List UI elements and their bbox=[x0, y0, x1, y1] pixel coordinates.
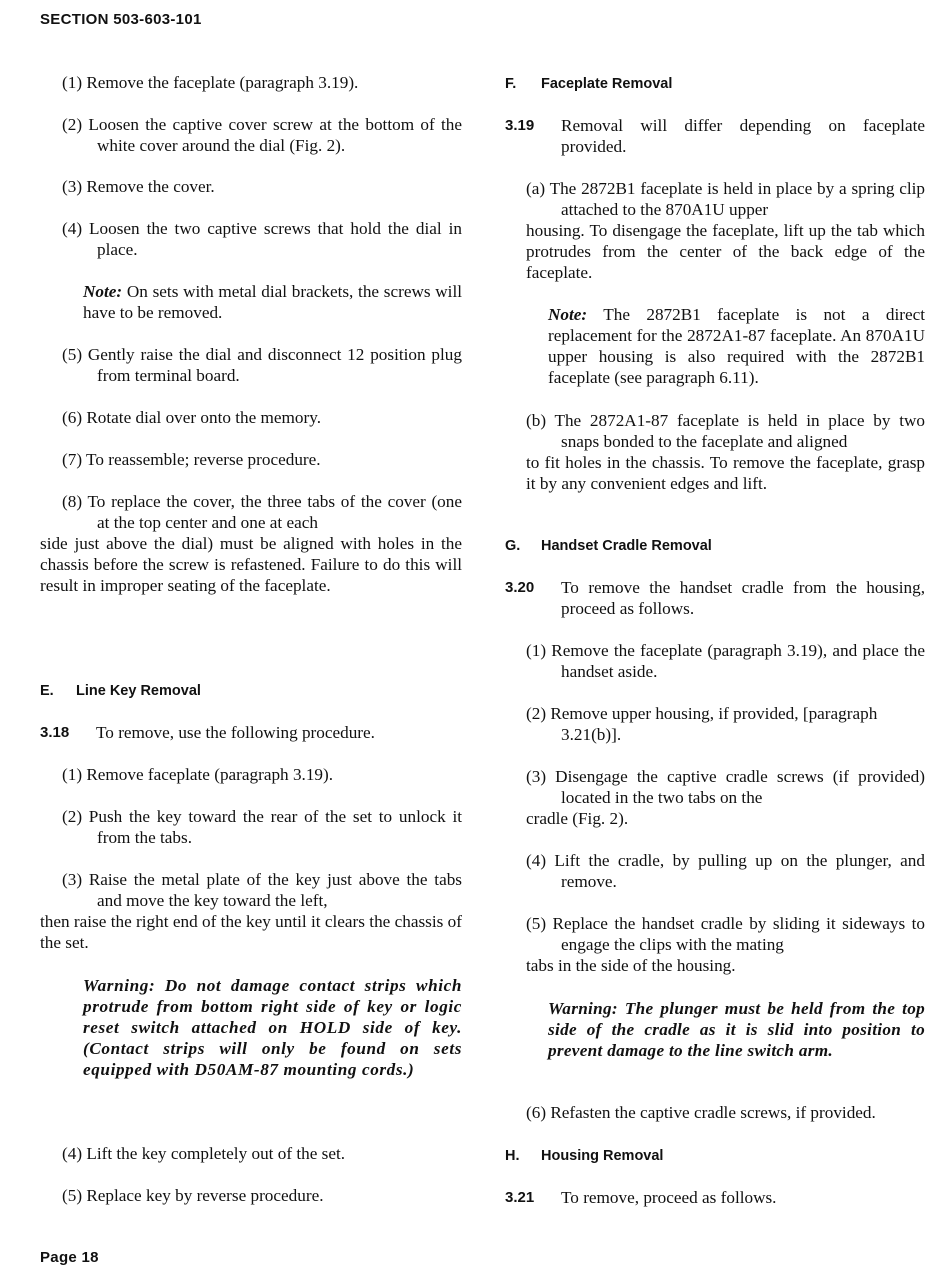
step-6-refasten-screws: (6) Refasten the captive cradle screws, if provided. bbox=[526, 1103, 876, 1122]
left-column bbox=[40, 0, 462, 1240]
step-3-rest-lines: then raise the right end of the key until it clears the chassis of the set. bbox=[40, 912, 462, 952]
step-5-raise-dial: (5) Gently raise the dial and disconnect 12 position plug from terminal board. bbox=[62, 345, 462, 385]
step-4-lift-key: (4) Lift the key completely out of the set. bbox=[62, 1144, 346, 1163]
paragraph-3-19 bbox=[505, 115, 925, 157]
paragraph-text: To remove the handset cradle from the housing, proceed as follows. bbox=[561, 578, 925, 618]
section-g-letter: G. bbox=[505, 538, 521, 554]
paragraph-3-20 bbox=[505, 577, 925, 619]
note-label: Note: bbox=[548, 305, 588, 324]
section-f-letter: F. bbox=[505, 76, 517, 92]
step-8-replace-cover bbox=[40, 491, 462, 596]
section-f-heading bbox=[505, 74, 925, 95]
step-2-push-key: (2) Push the key toward the rear of the set to unlock it from the tabs. bbox=[62, 807, 462, 847]
paragraph-text: To remove, use the following procedure. bbox=[96, 723, 375, 742]
step-1-remove-faceplate: (1) Remove the faceplate (paragraph 3.19). bbox=[62, 73, 359, 92]
step-3-raise-metal-plate bbox=[40, 869, 462, 953]
section-e-title: Line Key Removal bbox=[76, 683, 201, 699]
step-5-rest-lines: tabs in the side of the housing. bbox=[526, 956, 736, 975]
item-b-first-lines: (b) The 2872A1-87 faceplate is held in place by two snaps bonded to the faceplate and aligned bbox=[526, 411, 925, 451]
step-1-remove-faceplate-e: (1) Remove faceplate (paragraph 3.19). bbox=[62, 765, 334, 784]
warning-contact-strips: Warning: Do not damage contact strips which protrude from bottom right side of key or logic reset switch attached on HOLD side of key. (Contact strips will only be found on sets equipped with D50AM-87 mounting cords.) bbox=[83, 976, 462, 1079]
note-text: The 2872B1 faceplate is not a direct replacement for the 2872A1-87 faceplate. An 870A1U upper housing is also required with the 2872B1 faceplate (see paragraph 6.11). bbox=[548, 305, 925, 387]
step-7-reassemble: (7) To reassemble; reverse procedure. bbox=[62, 450, 321, 469]
item-a-2872b1 bbox=[526, 178, 925, 283]
section-h-letter: H. bbox=[505, 1148, 520, 1164]
paragraph-text: To remove, proceed as follows. bbox=[561, 1188, 777, 1207]
item-b-2872a1 bbox=[526, 410, 925, 494]
right-column bbox=[505, 0, 925, 1240]
section-g-title: Handset Cradle Removal bbox=[541, 538, 712, 554]
section-f-title: Faceplate Removal bbox=[541, 76, 673, 92]
step-3-first-lines: (3) Disengage the captive cradle screws (if provided) located in the two tabs on the bbox=[526, 767, 925, 807]
note-text: On sets with metal dial brackets, the screws will have to be removed. bbox=[83, 282, 463, 322]
step-5-replace-key: (5) Replace key by reverse procedure. bbox=[62, 1186, 324, 1205]
step-3-rest-lines: cradle (Fig. 2). bbox=[526, 809, 629, 828]
step-5-first-lines: (5) Replace the handset cradle by sliding it sideways to engage the clips with the mating bbox=[526, 914, 925, 954]
step-8-rest-lines: side just above the dial) must be aligned with holes in the chassis before the screw is refastened. Failure to do this will result in improper seating of the faceplate. bbox=[40, 534, 462, 595]
page-number: Page 18 bbox=[40, 1249, 99, 1266]
section-h-heading bbox=[505, 1146, 925, 1167]
note-metal-dial-brackets bbox=[83, 281, 462, 323]
step-2-remove-upper-housing: (2) Remove upper housing, if provided, [paragraph 3.21(b)]. bbox=[526, 704, 878, 744]
step-2-loosen-cover-screw: (2) Loosen the captive cover screw at the bottom of the white cover around the dial (Fig. 2). bbox=[62, 115, 462, 155]
section-g-heading bbox=[505, 536, 925, 557]
paragraph-3-18 bbox=[40, 722, 462, 743]
step-6-rotate-dial: (6) Rotate dial over onto the memory. bbox=[62, 408, 322, 427]
note-2872b1-faceplate bbox=[548, 304, 925, 388]
step-8-first-lines: (8) To replace the cover, the three tabs of the cover (one at the top center and one at each bbox=[62, 492, 462, 532]
section-e-heading bbox=[40, 681, 462, 702]
paragraph-number: 3.21 bbox=[505, 1189, 535, 1206]
paragraph-text: Removal will differ depending on faceplate provided. bbox=[561, 116, 925, 156]
step-4-lift-cradle: (4) Lift the cradle, by pulling up on the plunger, and remove. bbox=[526, 851, 925, 891]
section-e-letter: E. bbox=[40, 683, 54, 699]
warning-plunger: Warning: The plunger must be held from the top side of the cradle as it is slid into position to prevent damage to the line switch arm. bbox=[548, 999, 925, 1060]
section-header: SECTION 503-603-101 bbox=[40, 11, 202, 28]
section-h-title: Housing Removal bbox=[541, 1148, 664, 1164]
note-label: Note: bbox=[83, 282, 123, 301]
step-4-loosen-captive-screws: (4) Loosen the two captive screws that hold the dial in place. bbox=[62, 219, 462, 259]
step-3-disengage-screws bbox=[526, 766, 925, 829]
step-5-replace-cradle bbox=[526, 913, 925, 976]
item-a-rest-lines: housing. To disengage the faceplate, lift up the tab which protrudes from the center of the back edge of the faceplate. bbox=[526, 221, 925, 282]
paragraph-number: 3.18 bbox=[40, 724, 70, 741]
paragraph-number: 3.20 bbox=[505, 579, 535, 596]
step-3-remove-cover: (3) Remove the cover. bbox=[62, 177, 215, 196]
step-3-first-lines: (3) Raise the metal plate of the key just above the tabs and move the key toward the left, bbox=[62, 870, 462, 910]
paragraph-number: 3.19 bbox=[505, 117, 535, 134]
item-b-rest-lines: to fit holes in the chassis. To remove the faceplate, grasp it by any convenient edges and lift. bbox=[526, 453, 925, 493]
paragraph-3-21 bbox=[505, 1187, 925, 1208]
item-a-first-lines: (a) The 2872B1 faceplate is held in place by a spring clip attached to the 870A1U upper bbox=[526, 179, 925, 219]
step-1-remove-faceplate-g: (1) Remove the faceplate (paragraph 3.19), and place the handset aside. bbox=[526, 641, 925, 681]
